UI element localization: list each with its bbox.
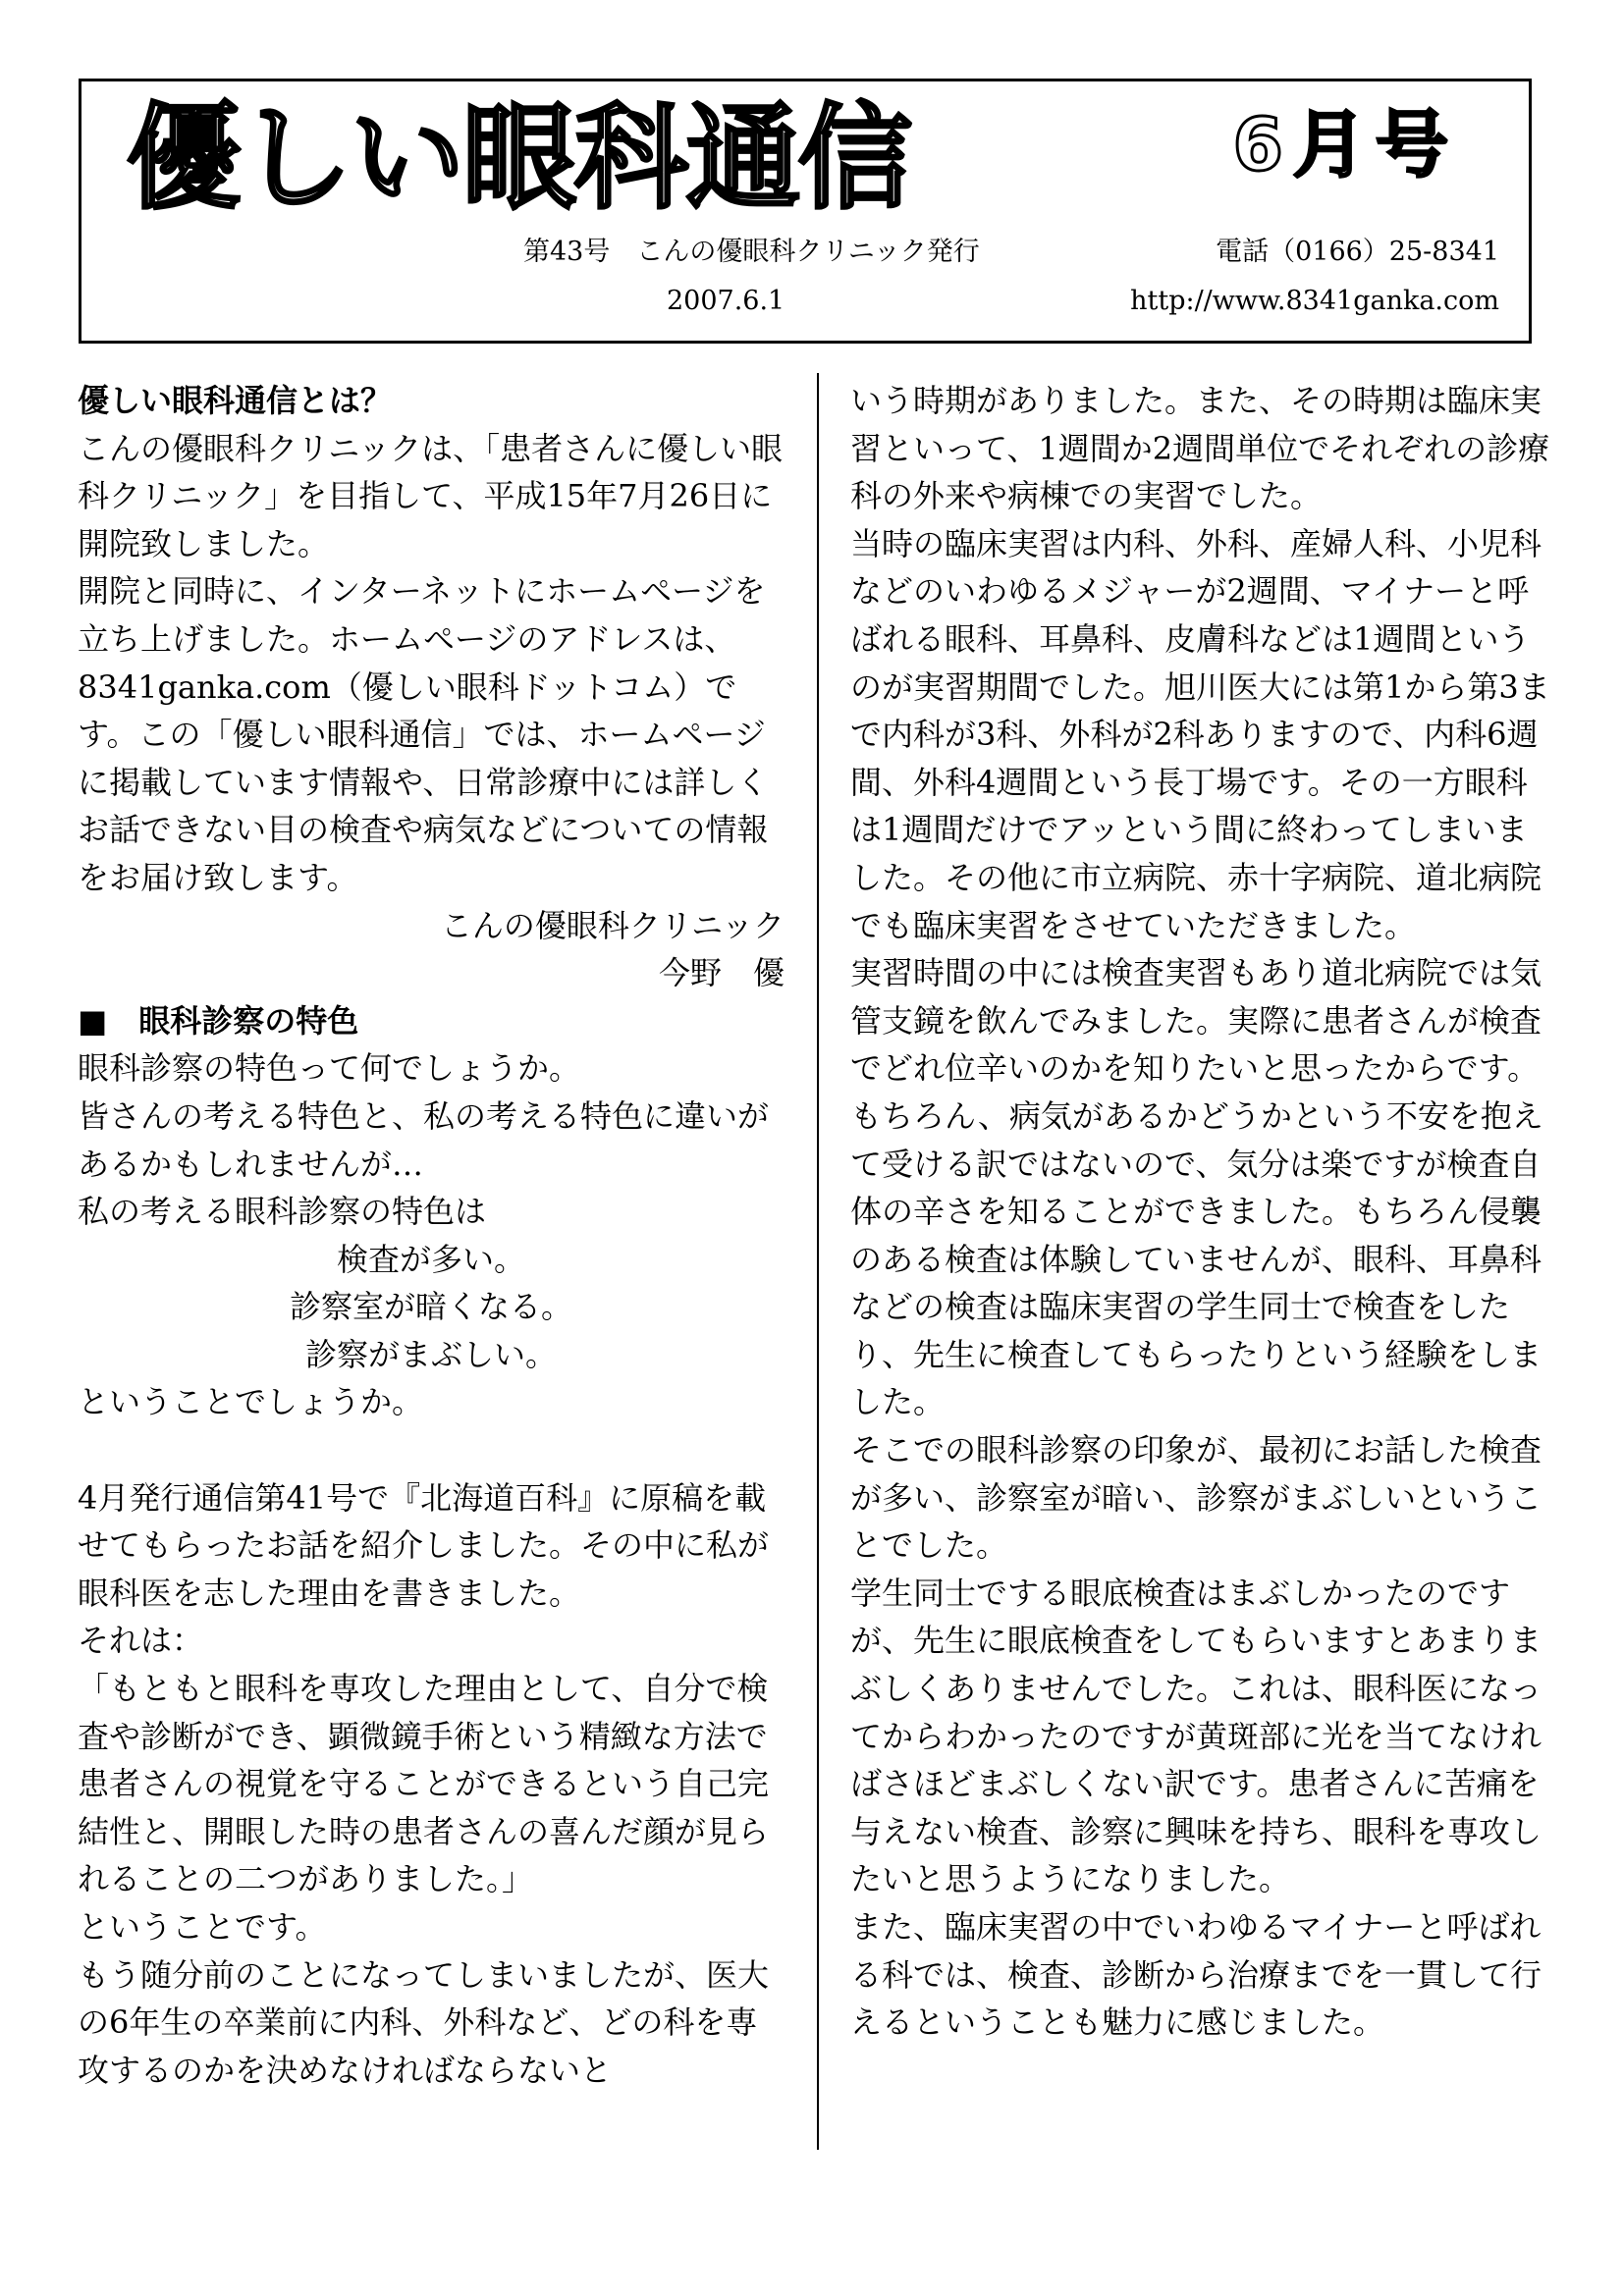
body-paragraph: もう随分前のことになってしまいましたが、医大の6年生の卒業前に内科、外科など、どの科を専攻するのかを決めなければならないと — [78, 1955, 770, 2089]
blank-line — [78, 1426, 784, 1474]
newsletter-title: 優しい眼科通信 — [127, 92, 910, 225]
body-paragraph: 4月発行通信第41号で『北海道百科』に原稿を載せてもらったお話を紹介しました。その中に私が眼科医を志した理由を書きました。 — [78, 1478, 770, 1612]
section-heading-text: 眼科診察の特色 — [138, 1001, 359, 1040]
body-paragraph: そこでの眼科診察の印象が、最初にお話した検査が多い、診察室が暗い、診察がまぶしいということでした。 — [850, 1431, 1542, 1565]
quote-paragraph: 「もともと眼科を専攻した理由として、自分で検査や診断ができ、顕微鏡手術という精緻な方法で患者さんの視覚を守ることができるという自己完結性と、開眼した時の患者さんの喜んだ顔が見られることの二つがありました。」 — [78, 1670, 770, 1898]
intro-paragraph: 開院と同時に、インターネットにホームページを立ち上げました。ホームページのアドレスは、8341ganka.com（優しい眼科ドットコム）です。この「優しい眼科通信」では、ホームページに掲載しています情報や、日常診療中には詳しくお話できない目の検査や病気などについての情報をお届け致します。 — [78, 572, 769, 896]
body-paragraph: 眼科診察の特色って何でしょうか。 — [78, 1049, 581, 1088]
body-paragraph: また、臨床実習の中でいわゆるマイナーと呼ばれる科では、検査、診断から治療までを一貫して行えるということも魅力に感じました。 — [850, 1908, 1542, 2042]
section-heading — [78, 997, 784, 1045]
body-paragraph: ということです。 — [78, 1908, 327, 1946]
column-divider — [817, 373, 819, 2150]
issue-month: 6月号 — [1232, 103, 1458, 187]
signature-clinic: こんの優眼科クリニック — [440, 906, 784, 944]
signature-name: 今野 優 — [658, 954, 784, 992]
feature-item: 診察がまぶしい。 — [304, 1335, 557, 1373]
issue-line: 第43号 こんの優眼科クリニック発行 — [523, 237, 980, 267]
body-paragraph: 私の考える眼科診察の特色は — [78, 1193, 487, 1231]
body-paragraph: ということでしょうか。 — [78, 1383, 424, 1421]
website-url: http://www.8341ganka.com — [1130, 286, 1499, 316]
feature-item: 診察室が暗くなる。 — [289, 1288, 572, 1326]
intro-heading: 優しい眼科通信とは？ — [78, 382, 393, 419]
newsletter-header — [79, 79, 1532, 344]
phone-number: 電話（0166）25-8341 — [1216, 237, 1499, 267]
body-paragraph: 学生同士でする眼底検査はまぶしかったのですが、先生に眼底検査をしてもらいますとあまりまぶしくありませんでした。これは、眼科医になってからわかったのですが黄斑部に光を当てなければさほどまぶしくない訳です。患者さんに苦痛を与えない検査、診察に興味を持ち、眼科を専攻したいと思うようになりました。 — [850, 1574, 1542, 1898]
issue-date: 2007.6.1 — [667, 286, 785, 316]
feature-item: 検査が多い。 — [336, 1240, 525, 1278]
body-paragraph: それは： — [78, 1622, 204, 1660]
body-paragraph: 皆さんの考える特色と、私の考える特色に違いがあるかもしれませんが… — [78, 1096, 770, 1183]
right-column — [850, 377, 1557, 2047]
body-paragraph: いう時期がありました。また、その時期は臨床実習といって、1週間か2週間単位でそれぞれの診療科の外来や病棟での実習でした。 — [850, 382, 1550, 515]
intro-paragraph: こんの優眼科クリニックは、「患者さんに優しい眼科クリニック」を目指して、平成15年7月26日に開院致しました。 — [78, 429, 784, 562]
left-column — [78, 377, 784, 2094]
body-paragraph: 実習時間の中には検査実習もあり道北病院では気管支鏡を飲んでみました。実際に患者さんが検査でどれ位辛いのかを知りたいと思ったからです。もちろん、病気があるかどうかという不安を抱えて受ける訳ではないので、気分は楽ですが検査自体の辛さを知ることができました。もちろん侵襲のある検査は体験していませんが、眼科、耳鼻科などの検査は臨床実習の学生同士で検査をしたり、先生に検査してもらったりという経験をしました。 — [850, 954, 1543, 1421]
square-bullet-icon: ■ — [78, 1001, 108, 1040]
body-paragraph: 当時の臨床実習は内科、外科、産婦人科、小児科などのいわゆるメジャーが2週間、マイナーと呼ばれる眼科、耳鼻科、皮膚科などは1週間というのが実習期間でした。旭川医大には第1から第3まで内科が3科、外科が2科ありますので、内科6週間、外科4週間という長丁場です。その一方眼科は1週間だけでアッという間に終わってしまいました。その他に市立病院、赤十字病院、道北病院でも臨床実習をさせていただきました。 — [850, 524, 1550, 944]
